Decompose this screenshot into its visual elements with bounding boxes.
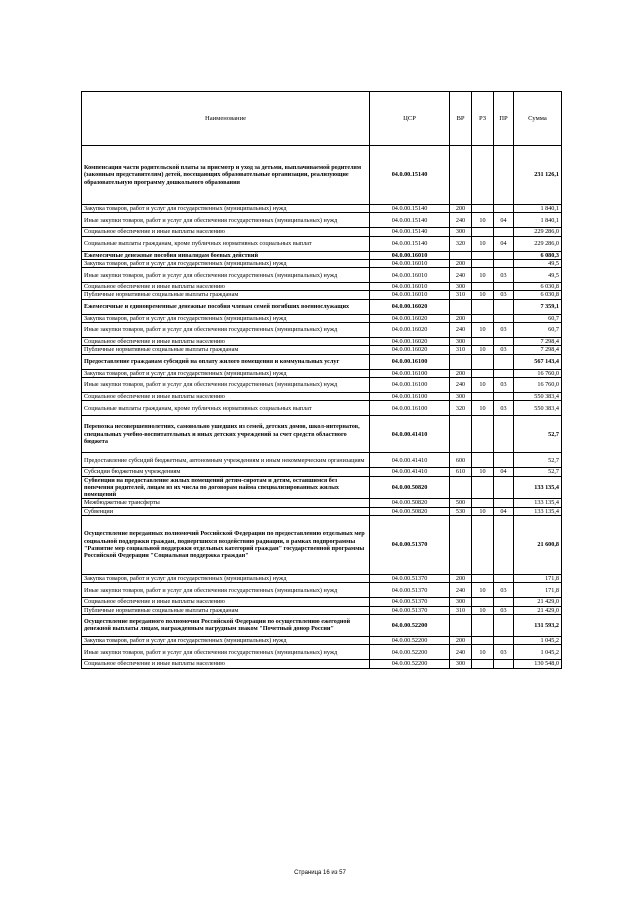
cell-pr bbox=[494, 146, 514, 205]
table-body bbox=[82, 146, 562, 669]
cell-pr: 04 bbox=[494, 213, 514, 228]
cell-csr: 04.0.00.15140 bbox=[370, 236, 450, 251]
cell-pr bbox=[494, 598, 514, 606]
table-row bbox=[82, 205, 562, 213]
cell-sum: 1 840,1 bbox=[514, 213, 562, 228]
header-vr: ВР bbox=[450, 92, 472, 146]
cell-name: Иные закупки товаров, работ и услуг для обеспечения государственных (муниципальных) нужд bbox=[82, 645, 370, 660]
table-section-row bbox=[82, 614, 562, 636]
cell-csr: 04.0.00.16010 bbox=[370, 251, 450, 259]
cell-pr: 03 bbox=[494, 323, 514, 338]
cell-sum: 171,8 bbox=[514, 575, 562, 583]
cell-vr: 240 bbox=[450, 645, 472, 660]
cell-vr: 240 bbox=[450, 377, 472, 392]
table-row bbox=[82, 392, 562, 400]
header-pr: ПР bbox=[494, 92, 514, 146]
cell-name: Публичные нормативные социальные выплаты гражданам bbox=[82, 291, 370, 299]
cell-sum: 550 383,4 bbox=[514, 401, 562, 416]
cell-sum: 131 593,2 bbox=[514, 614, 562, 636]
cell-rz: 10 bbox=[472, 213, 494, 228]
cell-vr: 610 bbox=[450, 468, 472, 476]
cell-sum: 21 429,0 bbox=[514, 606, 562, 614]
cell-vr: 530 bbox=[450, 507, 472, 515]
cell-vr: 300 bbox=[450, 598, 472, 606]
cell-rz bbox=[472, 476, 494, 499]
cell-csr: 04.0.00.52200 bbox=[370, 645, 450, 660]
table-row bbox=[82, 598, 562, 606]
cell-sum: 7 298,4 bbox=[514, 346, 562, 354]
cell-rz bbox=[472, 251, 494, 259]
cell-name: Закупка товаров, работ и услуг для государственных (муниципальных) нужд bbox=[82, 369, 370, 377]
cell-rz bbox=[472, 369, 494, 377]
cell-sum: 21 429,0 bbox=[514, 598, 562, 606]
cell-rz bbox=[472, 614, 494, 636]
table-row bbox=[82, 453, 562, 468]
cell-pr bbox=[494, 354, 514, 369]
cell-rz bbox=[472, 283, 494, 291]
cell-rz bbox=[472, 146, 494, 205]
table-row bbox=[82, 660, 562, 668]
cell-vr: 320 bbox=[450, 401, 472, 416]
table-row bbox=[82, 575, 562, 583]
header-name: Наименование bbox=[82, 92, 370, 146]
cell-pr bbox=[494, 660, 514, 668]
cell-pr: 04 bbox=[494, 507, 514, 515]
cell-vr: 200 bbox=[450, 259, 472, 267]
table-row bbox=[82, 323, 562, 338]
cell-vr bbox=[450, 251, 472, 259]
cell-csr: 04.0.00.51370 bbox=[370, 598, 450, 606]
cell-name: Субсидии бюджетным учреждениям bbox=[82, 468, 370, 476]
cell-csr: 04.0.00.51370 bbox=[370, 583, 450, 598]
cell-sum: 133 135,4 bbox=[514, 507, 562, 515]
table-row bbox=[82, 377, 562, 392]
cell-sum: 21 600,8 bbox=[514, 516, 562, 575]
cell-rz: 10 bbox=[472, 583, 494, 598]
cell-vr bbox=[450, 299, 472, 314]
cell-name: Закупка товаров, работ и услуг для государственных (муниципальных) нужд bbox=[82, 314, 370, 322]
cell-sum: 229 286,0 bbox=[514, 228, 562, 236]
table-row bbox=[82, 645, 562, 660]
table-row bbox=[82, 314, 562, 322]
cell-sum: 567 143,4 bbox=[514, 354, 562, 369]
cell-csr: 04.0.00.52200 bbox=[370, 660, 450, 668]
cell-rz: 10 bbox=[472, 268, 494, 283]
cell-rz bbox=[472, 516, 494, 575]
cell-vr: 240 bbox=[450, 213, 472, 228]
cell-rz: 10 bbox=[472, 291, 494, 299]
cell-csr: 04.0.00.41410 bbox=[370, 453, 450, 468]
cell-csr: 04.0.00.16020 bbox=[370, 314, 450, 322]
cell-name: Иные закупки товаров, работ и услуг для обеспечения государственных (муниципальных) нужд bbox=[82, 583, 370, 598]
cell-sum: 7 359,1 bbox=[514, 299, 562, 314]
cell-vr: 320 bbox=[450, 236, 472, 251]
cell-name: Субвенции bbox=[82, 507, 370, 515]
cell-sum: 171,8 bbox=[514, 583, 562, 598]
cell-vr: 200 bbox=[450, 314, 472, 322]
cell-pr bbox=[494, 499, 514, 507]
cell-rz bbox=[472, 636, 494, 644]
cell-rz bbox=[472, 660, 494, 668]
cell-name: Публичные нормативные социальные выплаты гражданам bbox=[82, 606, 370, 614]
cell-vr: 300 bbox=[450, 283, 472, 291]
cell-rz: 10 bbox=[472, 645, 494, 660]
cell-sum: 16 760,0 bbox=[514, 377, 562, 392]
cell-pr: 03 bbox=[494, 346, 514, 354]
table-row bbox=[82, 499, 562, 507]
cell-name: Межбюджетные трансферты bbox=[82, 499, 370, 507]
table-section-row bbox=[82, 476, 562, 499]
cell-rz: 10 bbox=[472, 346, 494, 354]
table-row bbox=[82, 259, 562, 267]
cell-sum: 133 135,4 bbox=[514, 476, 562, 499]
cell-name: Закупка товаров, работ и услуг для государственных (муниципальных) нужд bbox=[82, 636, 370, 644]
cell-name: Социальное обеспечение и иные выплаты населению bbox=[82, 392, 370, 400]
cell-csr: 04.0.00.52200 bbox=[370, 636, 450, 644]
cell-vr bbox=[450, 476, 472, 499]
cell-rz bbox=[472, 338, 494, 346]
cell-pr bbox=[494, 575, 514, 583]
cell-csr: 04.0.00.15140 bbox=[370, 228, 450, 236]
cell-pr bbox=[494, 516, 514, 575]
cell-csr: 04.0.00.50820 bbox=[370, 507, 450, 515]
cell-vr: 200 bbox=[450, 636, 472, 644]
cell-name: Осуществление переданных полномочий Российской Федерации по предоставлению отдельных мер социальной поддержки граждан, подвергшихся воздействию радиации, в рамках подпрограммы "Развитие мер социальной поддержки отдельных категорий граждан" государственной программы Российской Федерации "Социальная поддержка граждан" bbox=[82, 516, 370, 575]
cell-vr: 240 bbox=[450, 268, 472, 283]
cell-name: Ежемесячные денежные пособия инвалидам боевых действий bbox=[82, 251, 370, 259]
cell-pr bbox=[494, 228, 514, 236]
table-row bbox=[82, 213, 562, 228]
cell-vr: 300 bbox=[450, 660, 472, 668]
cell-pr bbox=[494, 392, 514, 400]
cell-name: Предоставление гражданам субсидий на оплату жилого помещения и коммунальных услуг bbox=[82, 354, 370, 369]
cell-csr: 04.0.00.51370 bbox=[370, 516, 450, 575]
cell-vr: 600 bbox=[450, 453, 472, 468]
cell-rz bbox=[472, 416, 494, 453]
cell-rz: 10 bbox=[472, 236, 494, 251]
header-sum: Сумма bbox=[514, 92, 562, 146]
cell-sum: 6 030,8 bbox=[514, 283, 562, 291]
cell-name: Публичные нормативные социальные выплаты гражданам bbox=[82, 346, 370, 354]
cell-name: Ежемесячные и единовременные денежные пособия членам семей погибших военнослужащих bbox=[82, 299, 370, 314]
cell-sum: 52,7 bbox=[514, 453, 562, 468]
cell-vr bbox=[450, 614, 472, 636]
cell-name: Иные закупки товаров, работ и услуг для обеспечения государственных (муниципальных) нужд bbox=[82, 377, 370, 392]
cell-vr: 200 bbox=[450, 369, 472, 377]
cell-pr bbox=[494, 369, 514, 377]
cell-sum: 52,7 bbox=[514, 468, 562, 476]
cell-csr: 04.0.00.16010 bbox=[370, 291, 450, 299]
cell-rz: 10 bbox=[472, 606, 494, 614]
cell-sum: 1 045,2 bbox=[514, 636, 562, 644]
cell-name: Социальное обеспечение и иные выплаты населению bbox=[82, 283, 370, 291]
cell-sum: 133 135,4 bbox=[514, 499, 562, 507]
table-row bbox=[82, 369, 562, 377]
cell-sum: 229 286,0 bbox=[514, 236, 562, 251]
cell-csr: 04.0.00.16100 bbox=[370, 377, 450, 392]
cell-vr bbox=[450, 416, 472, 453]
cell-vr: 500 bbox=[450, 499, 472, 507]
cell-name: Социальное обеспечение и иные выплаты населению bbox=[82, 660, 370, 668]
cell-csr: 04.0.00.16020 bbox=[370, 323, 450, 338]
table-section-row bbox=[82, 416, 562, 453]
cell-pr: 03 bbox=[494, 645, 514, 660]
table-row bbox=[82, 507, 562, 515]
cell-vr bbox=[450, 516, 472, 575]
cell-name: Социальные выплаты гражданам, кроме публичных нормативных социальных выплат bbox=[82, 401, 370, 416]
cell-pr bbox=[494, 416, 514, 453]
cell-vr: 240 bbox=[450, 323, 472, 338]
cell-csr: 04.0.00.16010 bbox=[370, 283, 450, 291]
cell-sum: 231 126,1 bbox=[514, 146, 562, 205]
cell-rz bbox=[472, 228, 494, 236]
cell-sum: 1 840,1 bbox=[514, 205, 562, 213]
cell-pr bbox=[494, 476, 514, 499]
cell-csr: 04.0.00.16100 bbox=[370, 401, 450, 416]
cell-pr: 04 bbox=[494, 468, 514, 476]
cell-name: Социальное обеспечение и иные выплаты населению bbox=[82, 228, 370, 236]
cell-vr: 300 bbox=[450, 228, 472, 236]
cell-name: Социальные выплаты гражданам, кроме публичных нормативных социальных выплат bbox=[82, 236, 370, 251]
cell-csr: 04.0.00.16020 bbox=[370, 346, 450, 354]
table-row bbox=[82, 346, 562, 354]
cell-sum: 49,5 bbox=[514, 259, 562, 267]
cell-pr bbox=[494, 259, 514, 267]
cell-sum: 49,5 bbox=[514, 268, 562, 283]
cell-rz: 10 bbox=[472, 377, 494, 392]
cell-pr bbox=[494, 205, 514, 213]
cell-csr: 04.0.00.41410 bbox=[370, 416, 450, 453]
cell-csr: 04.0.00.50820 bbox=[370, 499, 450, 507]
cell-pr bbox=[494, 251, 514, 259]
cell-rz bbox=[472, 575, 494, 583]
cell-rz bbox=[472, 354, 494, 369]
cell-csr: 04.0.00.16010 bbox=[370, 259, 450, 267]
cell-csr: 04.0.00.16020 bbox=[370, 299, 450, 314]
cell-pr: 03 bbox=[494, 606, 514, 614]
cell-vr bbox=[450, 146, 472, 205]
cell-vr: 200 bbox=[450, 205, 472, 213]
cell-name: Иные закупки товаров, работ и услуг для обеспечения государственных (муниципальных) нужд bbox=[82, 213, 370, 228]
cell-csr: 04.0.00.41410 bbox=[370, 468, 450, 476]
cell-sum: 6 030,8 bbox=[514, 291, 562, 299]
table-section-row bbox=[82, 354, 562, 369]
cell-csr: 04.0.00.16020 bbox=[370, 338, 450, 346]
cell-csr: 04.0.00.15140 bbox=[370, 213, 450, 228]
cell-csr: 04.0.00.15140 bbox=[370, 146, 450, 205]
cell-pr: 03 bbox=[494, 401, 514, 416]
cell-sum: 1 045,2 bbox=[514, 645, 562, 660]
cell-pr bbox=[494, 314, 514, 322]
cell-rz bbox=[472, 392, 494, 400]
cell-csr: 04.0.00.51370 bbox=[370, 606, 450, 614]
cell-vr: 310 bbox=[450, 291, 472, 299]
cell-vr: 300 bbox=[450, 338, 472, 346]
cell-rz bbox=[472, 598, 494, 606]
budget-table bbox=[81, 91, 562, 669]
cell-name: Иные закупки товаров, работ и услуг для обеспечения государственных (муниципальных) нужд bbox=[82, 268, 370, 283]
cell-name: Субвенции на предоставление жилых помещений детям-сиротам и детям, оставшимся без попечения родителей, лицам из их числа по договорам найма специализированных жилых помещений bbox=[82, 476, 370, 499]
table-row bbox=[82, 228, 562, 236]
table-row bbox=[82, 468, 562, 476]
cell-name: Предоставление субсидий бюджетным, автономным учреждениям и иным некоммерческим организациям bbox=[82, 453, 370, 468]
table-row bbox=[82, 283, 562, 291]
cell-csr: 04.0.00.16100 bbox=[370, 392, 450, 400]
cell-pr bbox=[494, 453, 514, 468]
cell-vr: 310 bbox=[450, 606, 472, 614]
cell-rz bbox=[472, 259, 494, 267]
cell-name: Социальное обеспечение и иные выплаты населению bbox=[82, 338, 370, 346]
cell-name: Закупка товаров, работ и услуг для государственных (муниципальных) нужд bbox=[82, 575, 370, 583]
cell-name: Компенсация части родительской платы за присмотр и уход за детьми, выплачиваемой родителям (законным представителям) детей, посещающих образовательные организации, реализующие образовательную программу дошкольного образования bbox=[82, 146, 370, 205]
cell-pr: 03 bbox=[494, 377, 514, 392]
cell-name: Перевозка несовершеннолетних, самовольно ушедших из семей, детских домов, школ-интернатов, специальных учебно-воспитательных и иных детских учреждений за счет средств областного бюджета bbox=[82, 416, 370, 453]
page-number: Страница 16 из 57 bbox=[294, 870, 346, 876]
cell-csr: 04.0.00.16100 bbox=[370, 354, 450, 369]
cell-vr bbox=[450, 354, 472, 369]
table-row bbox=[82, 236, 562, 251]
cell-vr: 200 bbox=[450, 575, 472, 583]
table-section-row bbox=[82, 299, 562, 314]
cell-csr: 04.0.00.50820 bbox=[370, 476, 450, 499]
cell-sum: 60,7 bbox=[514, 314, 562, 322]
cell-csr: 04.0.00.16010 bbox=[370, 268, 450, 283]
header-rz: РЗ bbox=[472, 92, 494, 146]
table-section-row bbox=[82, 251, 562, 259]
table-row bbox=[82, 338, 562, 346]
cell-pr bbox=[494, 614, 514, 636]
cell-rz bbox=[472, 314, 494, 322]
cell-csr: 04.0.00.16100 bbox=[370, 369, 450, 377]
cell-pr: 03 bbox=[494, 583, 514, 598]
cell-name: Социальное обеспечение и иные выплаты населению bbox=[82, 598, 370, 606]
cell-csr: 04.0.00.51370 bbox=[370, 575, 450, 583]
header-csr: ЦСР bbox=[370, 92, 450, 146]
table-row bbox=[82, 291, 562, 299]
cell-name: Закупка товаров, работ и услуг для государственных (муниципальных) нужд bbox=[82, 259, 370, 267]
cell-sum: 52,7 bbox=[514, 416, 562, 453]
cell-rz bbox=[472, 499, 494, 507]
cell-vr: 300 bbox=[450, 392, 472, 400]
cell-sum: 130 548,0 bbox=[514, 660, 562, 668]
cell-csr: 04.0.00.52200 bbox=[370, 614, 450, 636]
table-header-row bbox=[82, 92, 562, 146]
cell-sum: 7 298,4 bbox=[514, 338, 562, 346]
cell-sum: 60,7 bbox=[514, 323, 562, 338]
cell-rz: 10 bbox=[472, 323, 494, 338]
cell-name: Иные закупки товаров, работ и услуг для обеспечения государственных (муниципальных) нужд bbox=[82, 323, 370, 338]
cell-pr bbox=[494, 338, 514, 346]
cell-name: Закупка товаров, работ и услуг для государственных (муниципальных) нужд bbox=[82, 205, 370, 213]
cell-pr: 04 bbox=[494, 236, 514, 251]
cell-rz: 10 bbox=[472, 507, 494, 515]
cell-pr bbox=[494, 636, 514, 644]
cell-sum: 550 383,4 bbox=[514, 392, 562, 400]
cell-csr: 04.0.00.15140 bbox=[370, 205, 450, 213]
cell-rz bbox=[472, 453, 494, 468]
table-row bbox=[82, 606, 562, 614]
table-section-row bbox=[82, 146, 562, 205]
cell-pr: 03 bbox=[494, 291, 514, 299]
cell-sum: 16 760,0 bbox=[514, 369, 562, 377]
cell-vr: 240 bbox=[450, 583, 472, 598]
cell-vr: 310 bbox=[450, 346, 472, 354]
cell-sum: 6 080,3 bbox=[514, 251, 562, 259]
table-row bbox=[82, 636, 562, 644]
cell-pr bbox=[494, 299, 514, 314]
cell-rz bbox=[472, 299, 494, 314]
table-row bbox=[82, 268, 562, 283]
cell-name: Осуществление переданного полномочия Российской Федерации по осуществлению ежегодной денежной выплаты лицам, награжденным нагрудным знаком "Почетный донор России" bbox=[82, 614, 370, 636]
cell-rz bbox=[472, 205, 494, 213]
table-row bbox=[82, 401, 562, 416]
cell-pr bbox=[494, 283, 514, 291]
cell-rz: 10 bbox=[472, 468, 494, 476]
table-row bbox=[82, 583, 562, 598]
table-section-row bbox=[82, 516, 562, 575]
cell-pr: 03 bbox=[494, 268, 514, 283]
cell-rz: 10 bbox=[472, 401, 494, 416]
